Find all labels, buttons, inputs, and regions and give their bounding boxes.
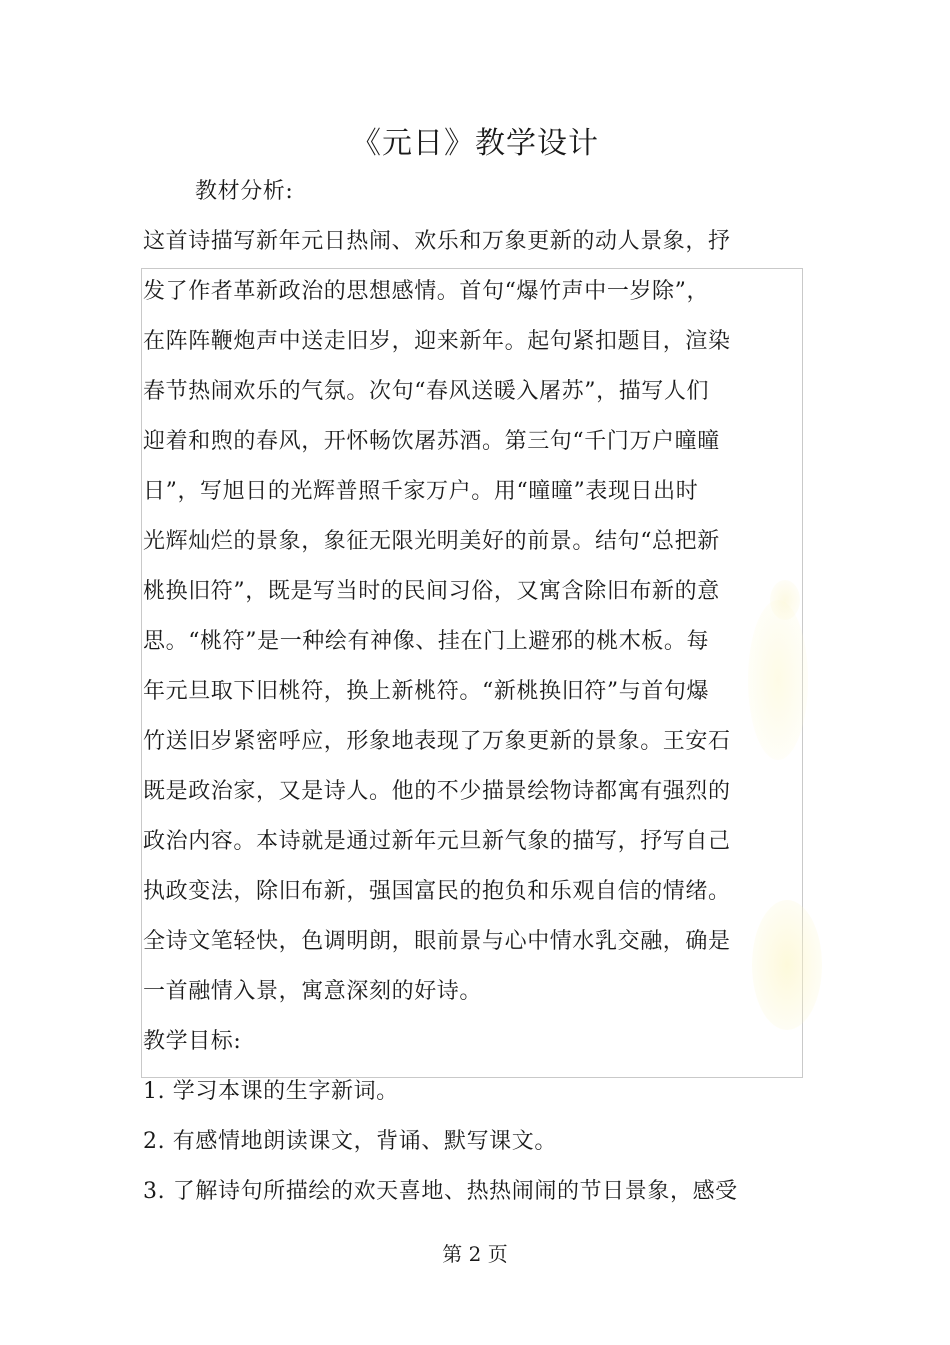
analysis-line: 既是政治家，又是诗人。他的不少描景绘物诗都寓有强烈的 [143,779,731,804]
goal-item: 2. 有感情地朗读课文，背诵、默写课文。 [143,1129,557,1154]
analysis-line: 在阵阵鞭炮声中送走旧岁，迎来新年。起句紧扣题目，渲染 [143,329,731,354]
analysis-line: 光辉灿烂的景象，象征无限光明美好的前景。结句“总把新 [143,529,720,554]
analysis-line: 执政变法，除旧布新，强国富民的抱负和乐观自信的情绪。 [143,879,731,904]
section-heading-materials: 教材分析: [195,179,294,204]
analysis-line: 思。“桃符”是一种绘有神像、挂在门上避邪的桃木板。每 [143,629,710,654]
analysis-line: 桃换旧符”，既是写当时的民间习俗，又寓含除旧布新的意 [143,579,720,604]
analysis-line: 春节热闹欢乐的气氛。次句“春风送暖入屠苏”，描写人们 [143,379,710,404]
analysis-line: 发了作者革新政治的思想感情。首句“爆竹声中一岁除”， [143,279,710,304]
analysis-line: 全诗文笔轻快，色调明朗，眼前景与心中情水乳交融，确是 [143,929,731,954]
goal-item: 3. 了解诗句所描绘的欢天喜地、热热闹闹的节日景象，感受 [143,1179,738,1204]
goal-item: 1. 学习本课的生字新词。 [143,1079,399,1104]
page-number: 第 2 页 [442,1242,508,1266]
analysis-line: 日”，写旭日的光辉普照千家万户。用“曈曈”表现日出时 [143,479,699,504]
document-title: 《元日》教学设计 [351,126,599,161]
analysis-line: 政治内容。本诗就是通过新年元旦新气象的描写，抒写自己 [143,829,731,854]
analysis-line: 一首融情入景，寓意深刻的好诗。 [143,979,483,1004]
analysis-line: 这首诗描写新年元日热闹、欢乐和万象更新的动人景象，抒 [143,229,731,254]
analysis-line: 年元旦取下旧桃符，换上新桃符。“新桃换旧符”与首句爆 [143,679,710,704]
analysis-line: 竹送旧岁紧密呼应，形象地表现了万象更新的景象。王安石 [143,729,731,754]
section-heading-goals: 教学目标: [143,1029,242,1054]
analysis-line: 迎着和煦的春风，开怀畅饮屠苏酒。第三句“千门万户曈曈 [143,429,720,454]
